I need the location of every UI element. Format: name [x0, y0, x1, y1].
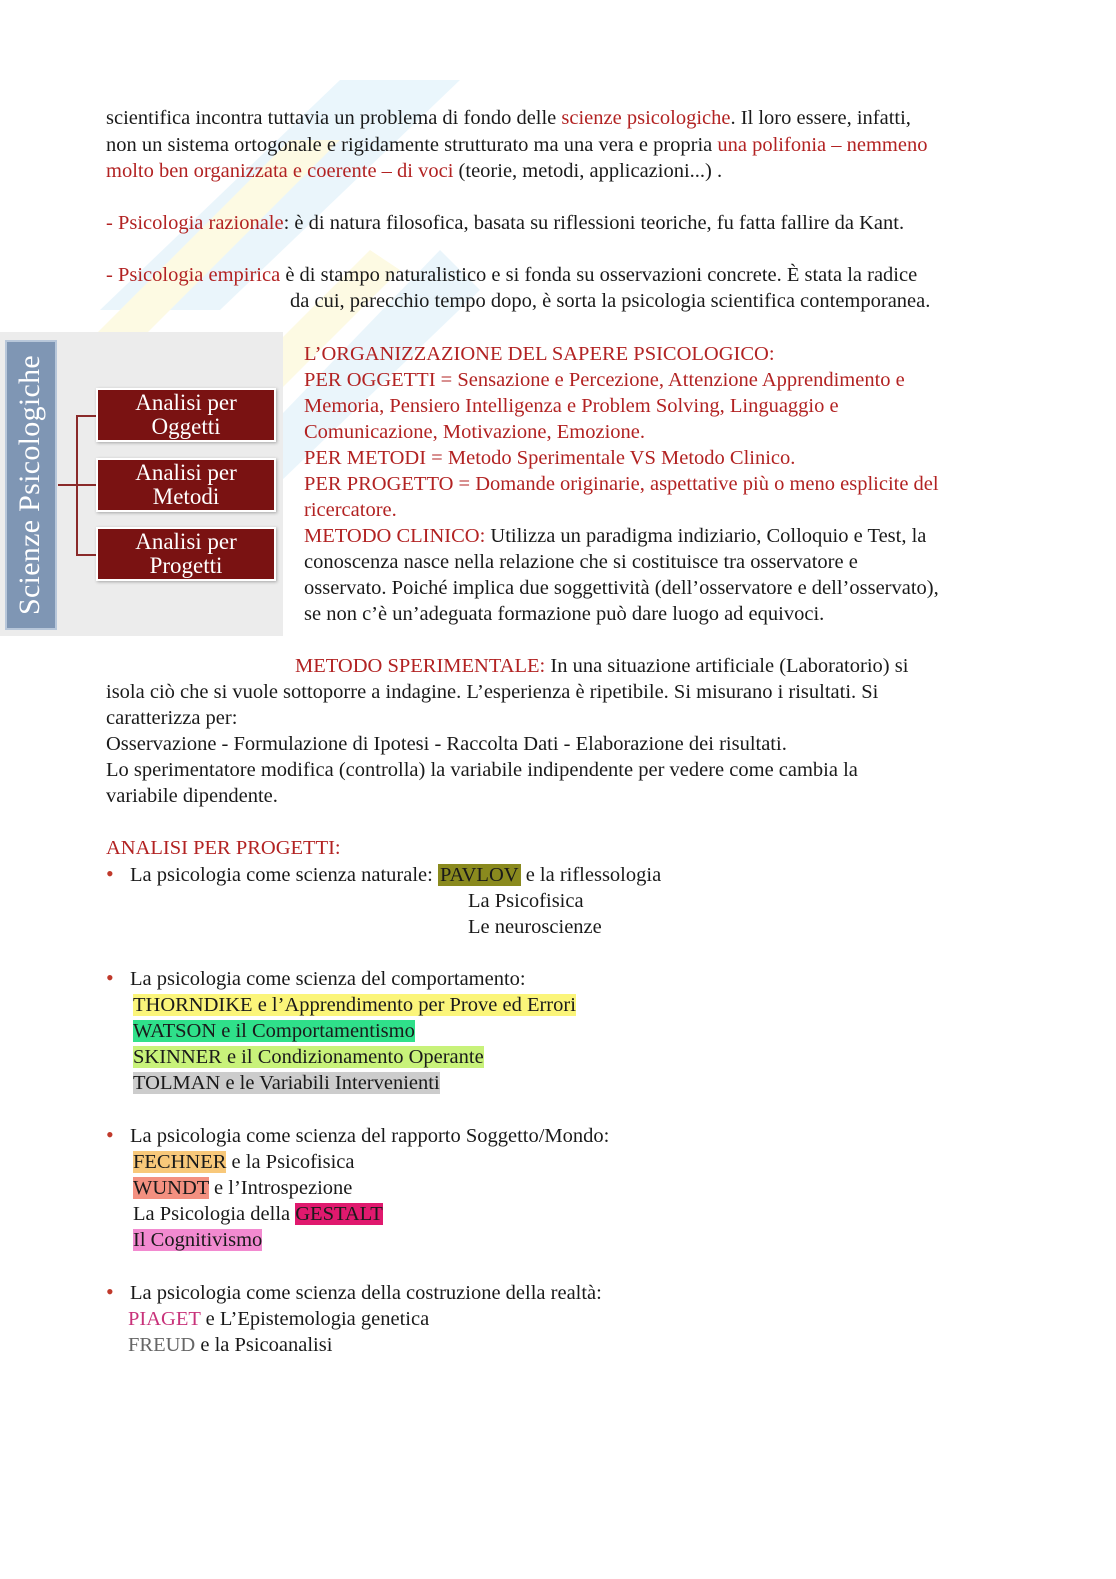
thorndike-highlight: THORNDIKE e l’Apprendimento per Prove ed Errori	[133, 994, 576, 1016]
razionale-label: - Psicologia razionale	[106, 212, 284, 234]
oggetti-line: PER OGGETTI = Sensazione e Percezione, Attenzione Apprendimento e	[304, 369, 905, 391]
costruzione-text: e la Psicoanalisi	[195, 1334, 333, 1356]
diagram-connector	[76, 484, 96, 486]
empirica-text: è di stampo naturalistico e si fonda su osservazioni concrete. È stata la radice	[280, 264, 918, 286]
intro-highlight: molto ben organizzata e coerente – di voci	[106, 160, 454, 182]
clinico-label: METODO CLINICO:	[304, 525, 486, 547]
node-label: Analisi per	[135, 529, 237, 554]
fechner-highlight: FECHNER	[133, 1151, 227, 1173]
node-label: Oggetti	[151, 414, 221, 439]
psicologia-razionale	[106, 210, 904, 236]
sperimentale-text: In una situazione artificiale (Laboratorio) si	[545, 655, 909, 677]
gestalt-highlight: GESTALT	[295, 1203, 383, 1225]
comportamento-item	[133, 1044, 484, 1070]
node-label: Analisi per	[135, 460, 237, 485]
soggetto-lead: La psicologia come scienza del rapporto Soggetto/Mondo:	[130, 1125, 610, 1147]
naturale-sub: Le neuroscienze	[468, 916, 602, 938]
bullet-icon: •	[106, 1122, 114, 1147]
pavlov-highlight: PAVLOV	[439, 864, 519, 886]
soggetto-item	[133, 1227, 262, 1253]
naturale-lead: La psicologia come scienza naturale:	[130, 864, 438, 886]
diagram-node-progetti	[96, 527, 276, 581]
soggetto-text: La Psicologia della	[133, 1203, 296, 1225]
costruzione-text: e L’Epistemologia genetica	[200, 1308, 430, 1330]
metodi-line: PER METODI = Metodo Sperimentale VS Metodo Clinico.	[304, 447, 796, 469]
intro-text: non un sistema ortogonale e rigidamente strutturato ma una vera e propria	[106, 134, 718, 156]
clinico-line	[304, 523, 926, 549]
watson-highlight: WATSON e il Comportamentismo	[133, 1020, 415, 1042]
intro-line-3	[106, 158, 722, 184]
intro-line-2	[106, 132, 927, 158]
psicologia-empirica	[106, 262, 917, 288]
intro-highlight: una polifonia – nemmeno	[717, 134, 928, 156]
sperimentale-line: Lo sperimentatore modifica (controlla) la variabile indipendente per vedere come cambia la	[106, 759, 858, 781]
diagram-node-oggetti	[96, 388, 276, 442]
intro-text: . Il loro essere, infatti,	[730, 107, 911, 129]
progetto-line: ricercatore.	[304, 499, 397, 521]
diagram-connector	[76, 554, 96, 556]
clinico-text: Utilizza un paradigma indiziario, Colloquio e Test, la	[485, 525, 927, 547]
sperimentale-label: METODO SPERIMENTALE:	[295, 655, 546, 677]
soggetto-text: e la Psicofisica	[226, 1151, 355, 1173]
progetti-title: ANALISI PER PROGETTI:	[106, 837, 341, 859]
node-label: Analisi per	[135, 390, 237, 415]
clinico-line: osservato. Poiché implica due soggettività (dell’osservatore e dell’osservato),	[304, 577, 939, 599]
soggetto-item	[133, 1149, 355, 1175]
intro-highlight: scienze psicologiche	[561, 107, 731, 129]
comportamento-item	[133, 1018, 415, 1044]
naturale-line	[130, 862, 661, 888]
costruzione-item	[128, 1332, 332, 1358]
empirica-label: - Psicologia empirica	[106, 264, 281, 286]
sperimentale-line: caratterizza per:	[106, 707, 238, 729]
diagram-title: Scienze Psicologiche	[13, 354, 46, 616]
naturale-text: e la riflessologia	[520, 864, 662, 886]
tolman-highlight: TOLMAN e le Variabili Intervenienti	[133, 1072, 440, 1094]
oggetti-line: Comunicazione, Motivazione, Emozione.	[304, 421, 646, 443]
progetto-line: PER PROGETTO = Domande originarie, aspettative più o meno esplicite del	[304, 473, 939, 495]
intro-text: scientifica incontra tuttavia un problema di fondo delle	[106, 107, 562, 129]
comportamento-lead: La psicologia come scienza del comportamento:	[130, 968, 526, 990]
razionale-text: : è di natura filosofica, basata su riflessioni teoriche, fu fatta fallire da Kant.	[283, 212, 905, 234]
skinner-highlight: SKINNER e il Condizionamento Operante	[133, 1046, 484, 1068]
diagram-connector	[58, 484, 78, 486]
comportamento-item	[133, 1070, 440, 1096]
sperimentale-line	[295, 653, 908, 679]
clinico-line: conoscenza nasce nella relazione che si costituisce tra osservatore e	[304, 551, 858, 573]
empirica-text-cont: da cui, parecchio tempo dopo, è sorta la psicologia scientifica contemporanea.	[290, 290, 931, 312]
bullet-icon: •	[106, 1279, 114, 1304]
bullet-icon: •	[106, 861, 114, 886]
diagram-node-metodi	[96, 458, 276, 512]
oggetti-line: Memoria, Pensiero Intelligenza e Problem Solving, Linguaggio e	[304, 395, 839, 417]
intro-line-1	[106, 105, 911, 131]
node-label: Progetti	[149, 553, 223, 578]
sperimentale-line: Osservazione - Formulazione di Ipotesi - Raccolta Dati - Elaborazione dei risultati.	[106, 733, 787, 755]
naturale-sub: La Psicofisica	[468, 890, 584, 912]
organizzazione-title: L’ORGANIZZAZIONE DEL SAPERE PSICOLOGICO:	[304, 343, 775, 365]
wundt-highlight: WUNDT	[133, 1177, 209, 1199]
comportamento-item	[133, 992, 576, 1018]
costruzione-lead: La psicologia come scienza della costruzione della realtà:	[130, 1282, 602, 1304]
sperimentale-line: variabile dipendente.	[106, 785, 278, 807]
node-label: Metodi	[152, 484, 220, 509]
bullet-icon: •	[106, 965, 114, 990]
intro-text: (teorie, metodi, applicazioni...) .	[453, 160, 723, 182]
clinico-line: se non c’è un’adeguata formazione può dare luogo ad equivoci.	[304, 603, 825, 625]
diagram-connector	[76, 415, 96, 417]
sperimentale-line: isola ciò che si vuole sottoporre a indagine. L’esperienza è ripetibile. Si misurano i risultati. Si	[106, 681, 879, 703]
freud-name: FREUD	[128, 1334, 196, 1356]
soggetto-item	[133, 1201, 383, 1227]
costruzione-item	[128, 1306, 429, 1332]
soggetto-text: e l’Introspezione	[208, 1177, 353, 1199]
piaget-name: PIAGET	[128, 1308, 201, 1330]
cognitivismo-highlight: Il Cognitivismo	[133, 1229, 263, 1251]
soggetto-item	[133, 1175, 352, 1201]
